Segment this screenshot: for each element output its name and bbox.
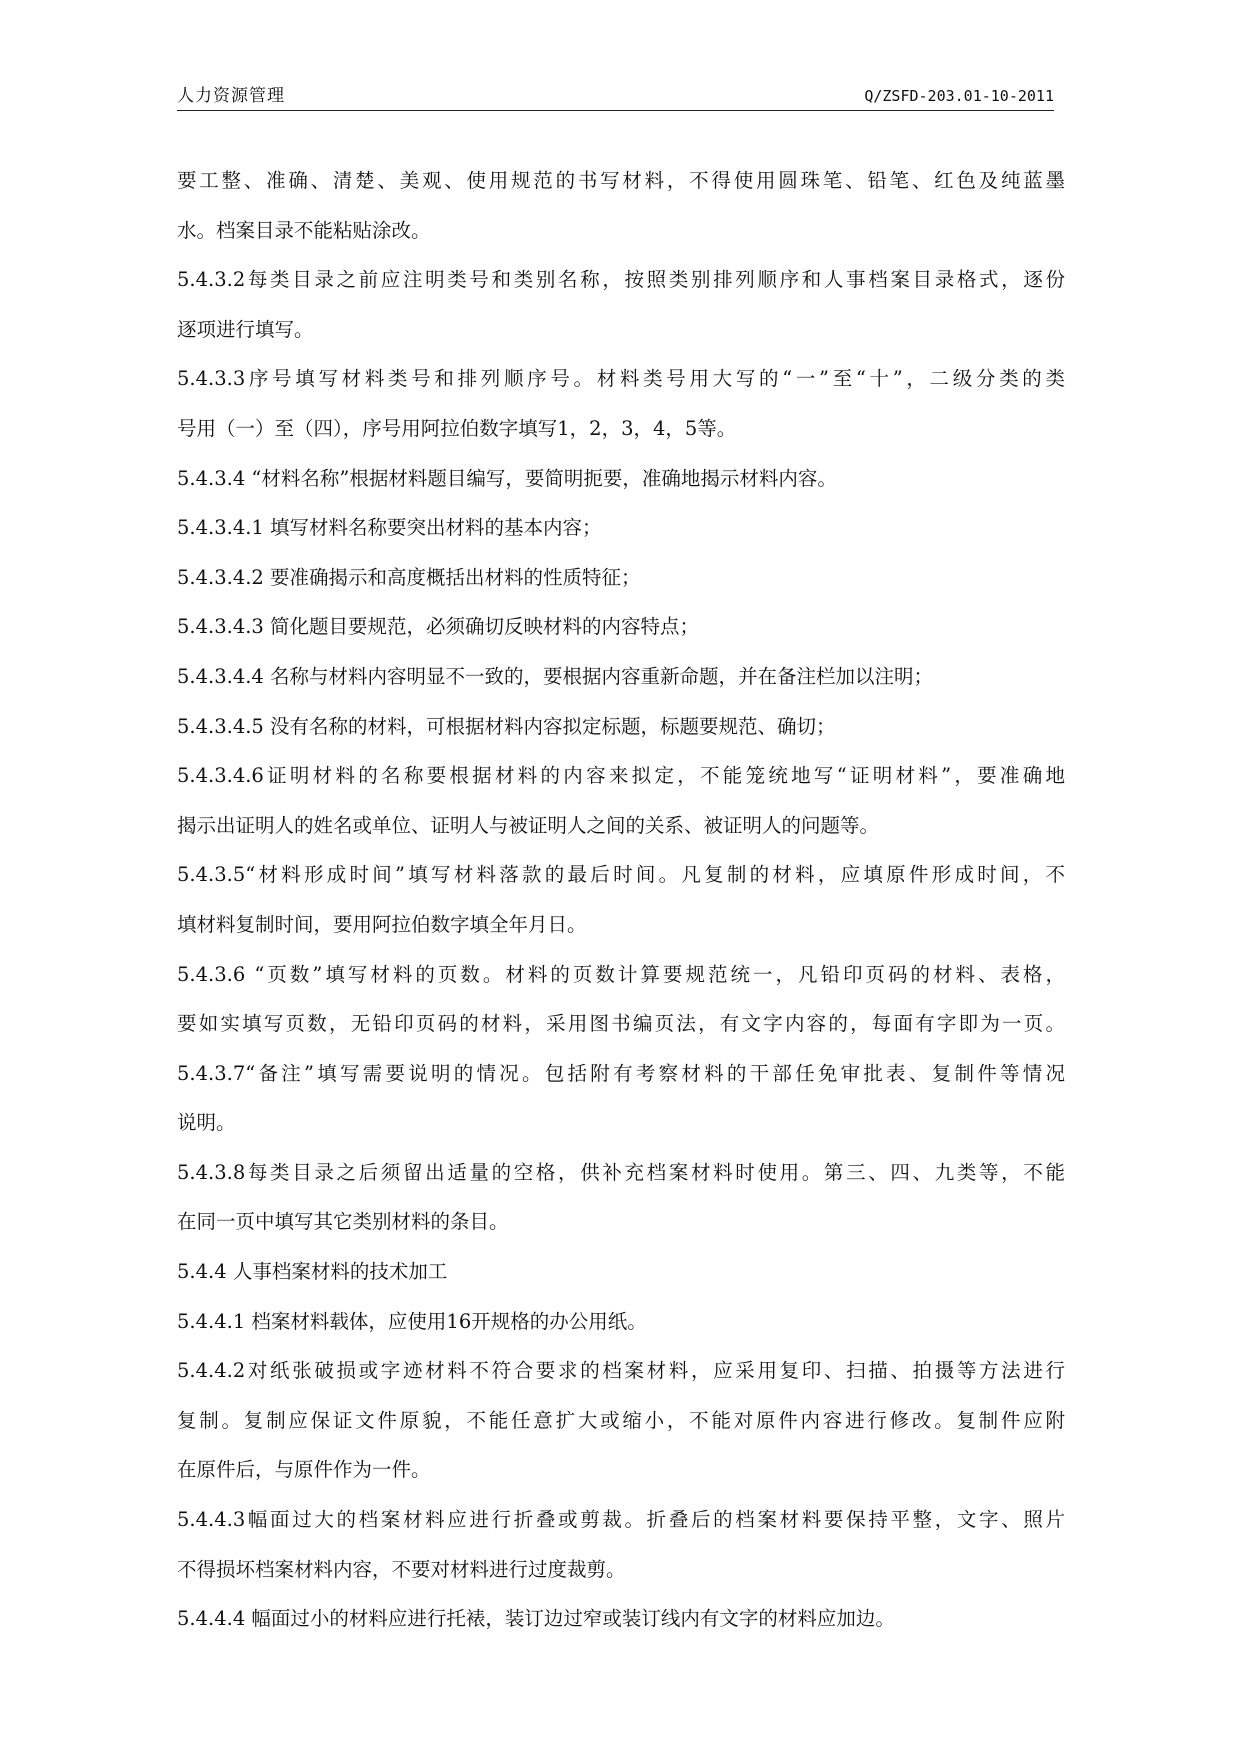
text-line: 5.4.3.2每类目录之前应注明类号和类别名称，按照类别排列顺序和人事档案目录格式，逐份 bbox=[177, 268, 1065, 292]
text-line: 5.4.3.6 “页数”填写材料的页数。材料的页数计算要规范统一，凡铅印页码的材料、表格， bbox=[177, 962, 1065, 986]
text-line: 5.4.4.3幅面过大的档案材料应进行折叠或剪裁。折叠后的档案材料要保持平整，文字、照片 bbox=[177, 1508, 1065, 1532]
text-line: 5.4.3.4.6证明材料的名称要根据材料的内容来拟定，不能笼统地写“证明材料”，要准确地 bbox=[177, 764, 1065, 788]
text-line: 要工整、准确、清楚、美观、使用规范的书写材料，不得使用圆珠笔、铅笔、红色及纯蓝墨 bbox=[177, 169, 1065, 192]
text-line: 逐项进行填写。 bbox=[177, 317, 314, 341]
text-line: 5.4.4.1 档案材料载体，应使用16开规格的办公用纸。 bbox=[177, 1309, 647, 1333]
text-line: 5.4.3.3序号填写材料类号和排列顺序号。材料类号用大写的“一”至“十”，二级分类的类 bbox=[177, 367, 1065, 391]
text-line: 5.4.4.2对纸张破损或字迹材料不符合要求的档案材料，应采用复印、扫描、拍摄等方法进行 bbox=[177, 1359, 1065, 1383]
text-line: 5.4.3.7“备注”填写需要说明的情况。包括附有考察材料的干部任免审批表、复制件等情况 bbox=[177, 1061, 1065, 1085]
text-line: 号用（一）至（四），序号用阿拉伯数字填写1，2，3，4，5等。 bbox=[177, 416, 737, 440]
text-line: 5.4.3.4.5 没有名称的材料，可根据材料内容拟定标题，标题要规范、确切； bbox=[177, 714, 836, 738]
text-line: 在同一页中填写其它类别材料的条目。 bbox=[177, 1210, 509, 1234]
section-heading: 5.4.4 人事档案材料的技术加工 bbox=[177, 1260, 448, 1284]
text-line: 5.4.4.4 幅面过小的材料应进行托裱，装订边过窄或装订线内有文字的材料应加边。 bbox=[177, 1607, 895, 1631]
text-line: 在原件后，与原件作为一件。 bbox=[177, 1458, 431, 1482]
text-line: 5.4.3.4.2 要准确揭示和高度概括出材料的性质特征； bbox=[177, 565, 641, 589]
header-department: 人力资源管理 bbox=[177, 86, 285, 106]
text-line: 填材料复制时间，要用阿拉伯数字填全年月日。 bbox=[177, 912, 587, 936]
text-line: 5.4.3.4 “材料名称”根据材料题目编写，要简明扼要，准确地揭示材料内容。 bbox=[177, 466, 837, 490]
header-doc-number: Q/ZSFD-203.01-10-2011 bbox=[864, 87, 1054, 105]
text-line: 水。档案目录不能粘贴涂改。 bbox=[177, 218, 431, 242]
text-line: 要如实填写页数，无铅印页码的材料，采用图书编页法，有文字内容的，每面有字即为一页。 bbox=[177, 1012, 1065, 1036]
text-line: 复制。复制应保证文件原貌，不能任意扩大或缩小，不能对原件内容进行修改。复制件应附 bbox=[177, 1408, 1065, 1432]
page-header bbox=[177, 84, 1054, 111]
text-line: 5.4.3.4.3 简化题目要规范，必须确切反映材料的内容特点； bbox=[177, 615, 700, 639]
text-line: 5.4.3.5“材料形成时间”填写材料落款的最后时间。凡复制的材料，应填原件形成时间，不 bbox=[177, 863, 1065, 887]
text-line: 不得损坏档案材料内容，不要对材料进行过度裁剪。 bbox=[177, 1557, 626, 1581]
text-line: 说明。 bbox=[177, 1111, 236, 1135]
text-line: 5.4.3.8每类目录之后须留出适量的空格，供补充档案材料时使用。第三、四、九类等，不能 bbox=[177, 1160, 1065, 1184]
document-body bbox=[177, 156, 1065, 1644]
text-line: 5.4.3.4.1 填写材料名称要突出材料的基本内容； bbox=[177, 516, 602, 540]
text-line: 5.4.3.4.4 名称与材料内容明显不一致的，要根据内容重新命题，并在备注栏加以注明； bbox=[177, 664, 934, 688]
text-line: 揭示出证明人的姓名或单位、证明人与被证明人之间的关系、被证明人的问题等。 bbox=[177, 813, 880, 837]
